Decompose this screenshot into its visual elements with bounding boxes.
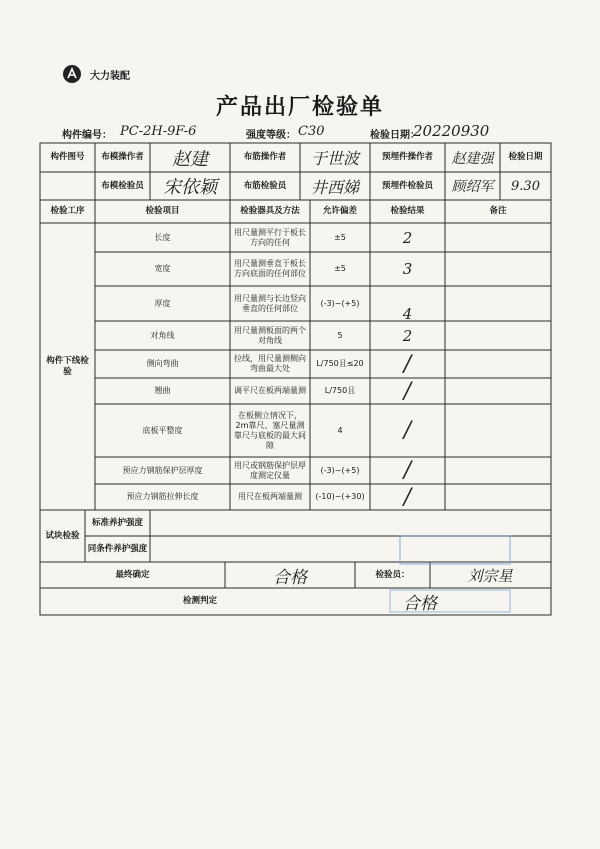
inspection-stamp <box>360 528 520 618</box>
col-header-item: 检验项目 <box>145 206 180 217</box>
form-operator-value: 赵建 <box>172 148 208 170</box>
trial-label: 试块检验 <box>45 530 80 541</box>
row-8-result: / <box>403 458 412 483</box>
row-2-method: 用尺量测垂直于板长方向底面的任何部位 <box>234 259 306 278</box>
rebar-operator-value: 于世波 <box>310 149 359 168</box>
trial-standard-label: 标准养护强度 <box>91 517 143 528</box>
row-2-item: 宽度 <box>154 264 171 273</box>
row-4-tolerance: 5 <box>337 330 343 340</box>
row-1-result: 2 <box>402 228 413 247</box>
row-4-method: 用尺量测板面的两个对角线 <box>234 325 306 345</box>
component-drawing-no-label: 构件图号 <box>50 152 85 163</box>
embed-operator-label: 预埋件操作者 <box>381 152 433 163</box>
row-8-tolerance: (-3)~(+5) <box>320 465 360 475</box>
row-8-item: 预应力钢筋保护层厚度 <box>122 465 203 475</box>
row-6-item: 翘曲 <box>154 386 171 395</box>
date-value: 20220930 <box>413 122 490 140</box>
inspector-value: 刘宗星 <box>467 566 513 585</box>
row-3-method: 用尺量测与长边竖向垂直的任何部位 <box>234 293 306 313</box>
row-5-method: 拉线，用尺量测侧向弯曲最大处 <box>234 354 306 373</box>
row-4-result: 2 <box>402 326 413 345</box>
rebar-inspector-value: 井西娣 <box>310 177 359 197</box>
rebar-inspector-label: 布筋检验员 <box>243 180 287 191</box>
group-label: 构件下线检验 <box>46 356 89 377</box>
form-inspector-label: 布模检验员 <box>101 180 144 191</box>
page-title: 产品出厂检验单 <box>215 95 384 120</box>
embed-inspector-label: 预埋件检验员 <box>381 180 433 191</box>
row-6-tolerance: L/750且 <box>324 386 356 395</box>
row-5-tolerance: L/750且≤20 <box>316 359 364 368</box>
col-header-tolerance: 允许偏差 <box>322 206 357 217</box>
col-header-process: 检验工序 <box>50 206 85 217</box>
company-name: 大力装配 <box>90 71 130 82</box>
row-1-method: 用尺量测平行于板长方向的任何 <box>234 227 306 247</box>
final-label: 最终确定 <box>115 569 150 580</box>
component-no-value: PC-2H-9F-6 <box>120 124 197 139</box>
row-4-item: 对角线 <box>150 330 175 340</box>
final-value: 合格 <box>273 567 307 588</box>
col-header-remark: 备注 <box>489 206 507 217</box>
row-9-method: 用尺在板两端量测 <box>238 492 302 501</box>
row-2-result: 3 <box>402 260 413 278</box>
col-header-method: 检验器具及方法 <box>240 206 300 217</box>
col-header-result: 检验结果 <box>390 206 425 217</box>
row-8-method: 用尺或钢筋保护层厚度测定仪量 <box>234 460 306 480</box>
component-no-label: 构件编号： <box>62 130 112 141</box>
embed-operator-value: 赵建强 <box>451 150 494 167</box>
row-7-result: / <box>403 418 412 443</box>
date-label: 检验日期： <box>370 130 420 141</box>
form-operator-label: 布模操作者 <box>101 152 144 163</box>
strength-label: 强度等级： <box>246 130 296 141</box>
row-9-result: / <box>403 484 412 510</box>
rebar-operator-label: 布筋操作者 <box>243 152 287 163</box>
inspector-label: 检验员： <box>375 569 410 580</box>
trial-same-label: 同条件养护强度 <box>87 543 148 554</box>
inspect-date-value: 9.30 <box>511 178 540 194</box>
row-9-tolerance: (-10)~(+30) <box>315 492 365 501</box>
strength-value: C30 <box>298 124 325 139</box>
row-5-item: 侧向弯曲 <box>146 359 179 368</box>
inspect-date-label: 检验日期 <box>508 152 543 163</box>
row-3-tolerance: (-3)~(+5) <box>320 298 360 308</box>
row-2-tolerance: ±5 <box>334 264 346 273</box>
form-inspector-value: 宋依颖 <box>163 177 217 198</box>
row-3-result: 4 <box>402 304 413 323</box>
judgement-value: 合格 <box>403 594 437 614</box>
embed-inspector-value: 顾绍军 <box>451 179 494 195</box>
row-5-result: / <box>403 351 412 377</box>
row-7-method: 在板侧立情况下，2m靠尺、塞尺量测靠尺与底板的最大间隙 <box>234 410 306 450</box>
row-9-item: 预应力钢筋拉伸长度 <box>126 492 199 501</box>
row-6-result: / <box>403 378 412 404</box>
row-7-tolerance: 4 <box>337 425 343 435</box>
row-3-item: 厚度 <box>154 298 171 308</box>
row-1-tolerance: ±5 <box>334 232 346 242</box>
row-6-method: 调平尺在板两端量测 <box>234 386 306 395</box>
row-1-item: 长度 <box>154 232 171 242</box>
row-7-item: 底板平整度 <box>142 425 183 435</box>
judgement-label: 检测判定 <box>182 596 217 607</box>
